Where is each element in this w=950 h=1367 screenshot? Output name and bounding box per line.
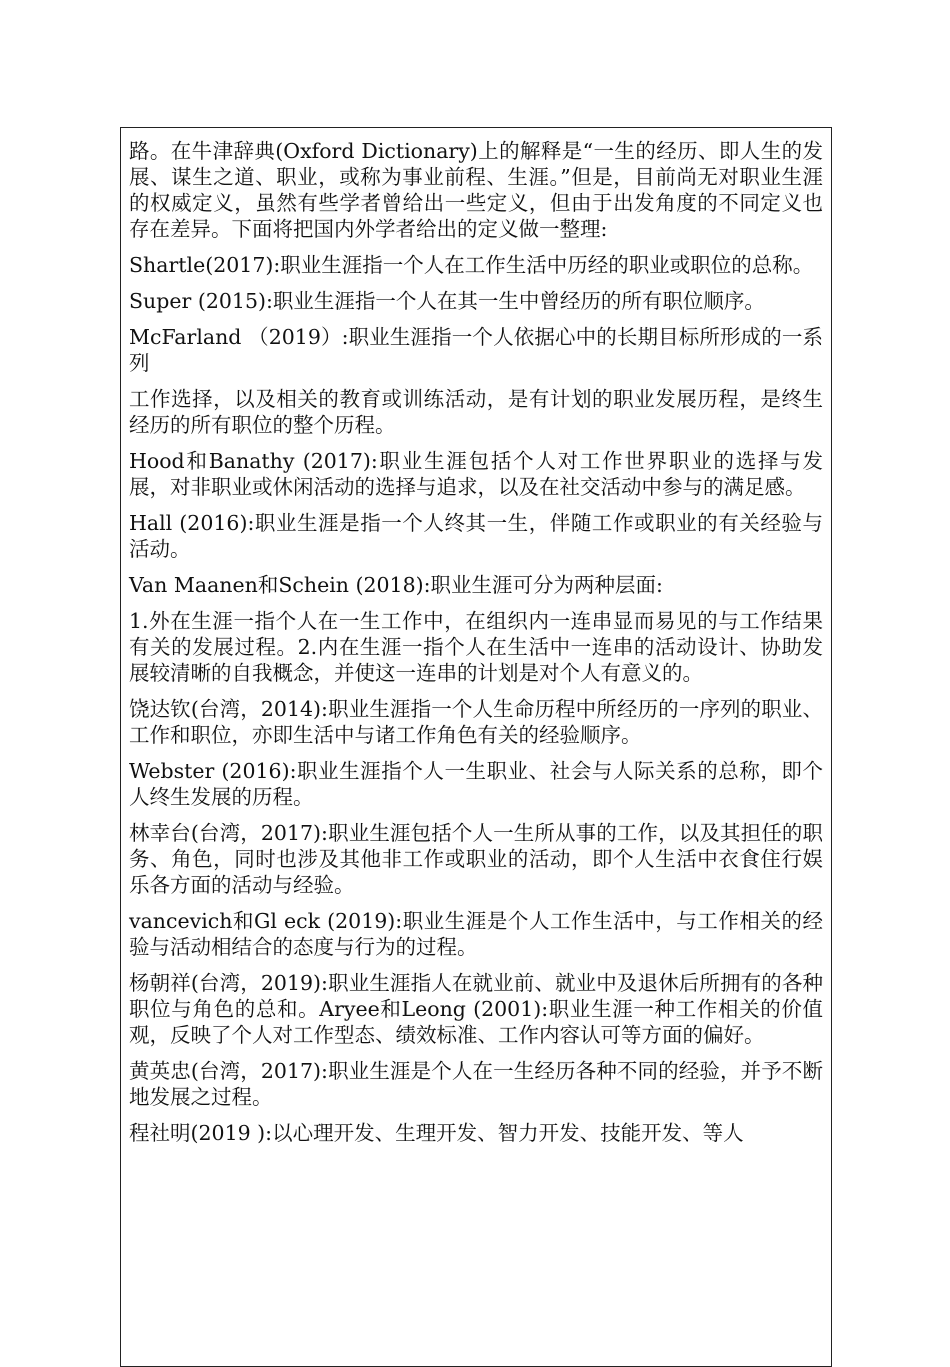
paragraph: 黄英忠(台湾，2017):职业生涯是个人在一生经历各种不同的经验，并予不断地发展之过程。 (129, 1059, 823, 1109)
paragraph: 工作选择，以及相关的教育或训练活动，是有计划的职业发展历程，是终生经历的所有职位的整个历程。 (129, 387, 823, 437)
paragraph: 路。在牛津辞典(Oxford Dictionary)上的解释是“一生的经历、即人生的发展、谋生之道、职业，或称为事业前程、生涯。”但是，目前尚无对职业生涯的权威定义，虽然有些学者曾给出一些定义，但由于出发角度的不同定义也存在差异。下面将把国内外学者给出的定义做一整理: (129, 139, 823, 241)
paragraph: 饶达钦(台湾，2014):职业生涯指一个人生命历程中所经历的一序列的职业、工作和职位，亦即生活中与诸工作角色有关的经验顺序。 (129, 697, 823, 747)
paragraph: 程社明(2019 ):以心理开发、生理开发、智力开发、技能开发、等人 (129, 1121, 744, 1145)
paragraph: 林幸台(台湾，2017):职业生涯包括个人一生所从事的工作，以及其担任的职务、角色，同时也涉及其他非工作或职业的活动，即个人生活中衣食住行娱乐各方面的活动与经验。 (129, 821, 823, 897)
paragraph: Hood和Banathy (2017):职业生涯包括个人对工作世界职业的选择与发展，对非职业或休闲活动的选择与追求，以及在社交活动中参与的满足感。 (129, 449, 823, 499)
paragraph: McFarland （2019）:职业生涯指一个人依据心中的长期目标所形成的一系列 (129, 325, 823, 375)
paragraph: 1.外在生涯一指个人在一生工作中，在组织内一连串显而易见的与工作结果有关的发展过程。2.内在生涯一指个人在生活中一连串的活动设计、协助发展较清晰的自我概念，并使这一连串的计划是对个人有意义的。 (129, 609, 823, 685)
document-body (129, 138, 823, 1156)
paragraph: Super (2015):职业生涯指一个人在其一生中曾经历的所有职位顺序。 (129, 289, 765, 313)
paragraph: Shartle(2017):职业生涯指一个人在工作生活中历经的职业或职位的总称。 (129, 253, 814, 277)
paragraph: Webster (2016):职业生涯指个人一生职业、社会与人际关系的总称，即个人终生发展的历程。 (129, 759, 823, 809)
paragraph: Hall (2016):职业生涯是指一个人终其一生，伴随工作或职业的有关经验与活动。 (129, 511, 823, 561)
paragraph: vancevich和Gl eck (2019):职业生涯是个人工作生活中，与工作相关的经验与活动相结合的态度与行为的过程。 (129, 909, 823, 959)
paragraph: 杨朝祥(台湾，2019):职业生涯指人在就业前、就业中及退休后所拥有的各种职位与角色的总和。Aryee和Leong (2001):职业生涯一种工作相关的价值观，反映了个人对工作型态、绩效标准、工作内容认可等方面的偏好。 (129, 971, 823, 1047)
paragraph: Van Maanen和Schein (2018):职业生涯可分为两种层面: (129, 573, 663, 597)
